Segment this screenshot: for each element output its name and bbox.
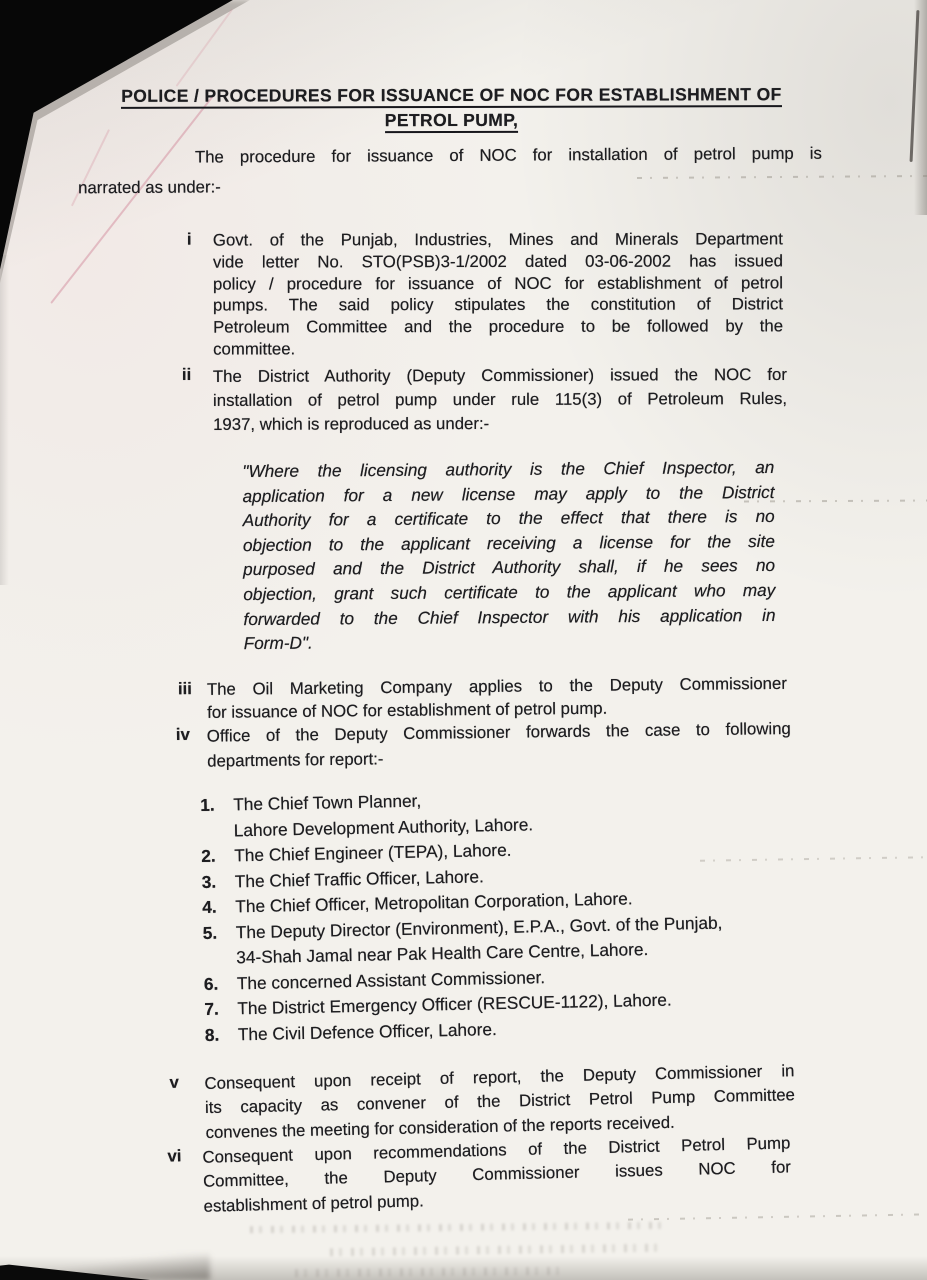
text-line: departments for report:- xyxy=(207,748,384,771)
text-line: Govt. of the Punjab, Industries, Mines and Minerals Department xyxy=(212,229,783,250)
text-line: pumps. The said policy stipulates the constitution of District xyxy=(213,294,784,315)
text-line: Authority for a certificate to the effect that there is no xyxy=(242,506,775,531)
roman-item-vi xyxy=(167,1131,792,1219)
item-marker: i xyxy=(186,229,192,249)
roman-item-ii xyxy=(182,363,787,437)
text-line: purposed and the District Authority shall, if he sees no xyxy=(243,555,776,580)
text-line: The Deputy Director (Environment), E.P.A., Govt. of the Punjab, xyxy=(235,912,723,942)
text-line: establishment of petrol pump. xyxy=(203,1190,424,1216)
text-line: objection to the applicant receiving a license for the site xyxy=(242,530,775,555)
text-line: objection, grant such certificate to the applicant who may xyxy=(243,579,776,605)
text-line: The Civil Defence Officer, Lahore. xyxy=(237,1018,498,1044)
text-line: The District Emergency Officer (RESCUE-1122), Lahore. xyxy=(237,989,672,1019)
title-line-1: POLICE / PROCEDURES FOR ISSUANCE OF NOC FOR ESTABLISHMENT OF xyxy=(121,84,782,109)
rule-115-quotation xyxy=(242,455,776,656)
text-line: Consequent upon recommendations of the District Petrol Pump xyxy=(202,1133,791,1167)
item-body xyxy=(213,228,783,360)
dept-number: 2. xyxy=(201,845,216,866)
scan-noise-dashes xyxy=(628,1213,925,1220)
text-line: Petroleum Committee and the procedure to be followed by the xyxy=(213,316,784,337)
text-line: application for a new license may apply to the District xyxy=(242,481,775,506)
text-line: Lahore Development Authority, Lahore. xyxy=(233,813,534,840)
item-marker: vi xyxy=(167,1146,182,1166)
departments-list xyxy=(200,780,865,1048)
item-body xyxy=(204,1059,795,1145)
text-line: Committee, the Deputy Commissioner issues NOC for xyxy=(202,1157,792,1192)
intro-paragraph xyxy=(78,139,822,204)
text-line: The Chief Traffic Officer, Lahore. xyxy=(234,865,485,891)
item-marker: iv xyxy=(175,724,190,745)
text-line: The concerned Assistant Commissioner. xyxy=(236,966,546,993)
bleed-through-text xyxy=(330,1244,660,1257)
text-line: committee. xyxy=(213,339,296,359)
text-line: "Where the licensing authority is the Chief Inspector, an xyxy=(242,456,775,482)
item-marker: iii xyxy=(177,679,192,699)
dept-number: 8. xyxy=(204,1024,220,1045)
item-body xyxy=(207,717,792,774)
item-marker: ii xyxy=(181,365,192,385)
item-body xyxy=(207,673,787,724)
text-line: The Chief Town Planner, xyxy=(233,790,422,815)
text-line: Office of the Deputy Commissioner forwards the case to following xyxy=(206,718,791,746)
item-body xyxy=(202,1131,792,1218)
dept-number: 7. xyxy=(204,998,219,1019)
text-line: Consequent upon receipt of report, the Deputy Commissioner in xyxy=(204,1061,795,1094)
document-title xyxy=(90,82,813,134)
dept-number: 5. xyxy=(202,922,218,943)
roman-item-iv xyxy=(176,717,792,774)
text-line: The procedure for issuance of NOC for installation of petrol pump is xyxy=(194,143,822,167)
text-line: forwarded to the Chief Inspector with his application in xyxy=(243,604,776,629)
text-line: vide letter No. STO(PSB)3-1/2002 dated 03-06-2002 has issued xyxy=(212,251,783,272)
roman-item-i xyxy=(187,228,783,360)
text-line: The Chief Officer, Metropolitan Corporation, Lahore. xyxy=(235,888,633,917)
roman-item-iii xyxy=(178,673,787,724)
item-marker: v xyxy=(169,1072,180,1092)
text-line: The District Authority (Deputy Commissioner) issued the NOC for xyxy=(212,364,787,386)
dept-number: 6. xyxy=(203,973,219,994)
dept-number: 3. xyxy=(201,871,217,892)
dept-number: 4. xyxy=(202,896,217,917)
text-line: its capacity as convener of the District Petrol Pump Committee xyxy=(204,1085,796,1118)
title-line-2: PETROL PUMP, xyxy=(385,110,519,133)
text-line: installation of petrol pump under rule 115(3) of Petroleum Rules, xyxy=(212,388,788,410)
text-line: The Chief Engineer (TEPA), Lahore. xyxy=(234,839,512,866)
text-line: The Oil Marketing Company applies to the Deputy Commissioner xyxy=(206,673,787,699)
text-line: narrated as under:- xyxy=(78,177,221,198)
text-line: Form-D". xyxy=(243,632,313,654)
dept-number: 1. xyxy=(200,794,215,815)
item-body xyxy=(213,363,787,437)
text-line: 34-Shah Jamal near Pak Health Care Centre, Lahore. xyxy=(236,939,649,968)
bleed-through-text xyxy=(250,1222,670,1233)
text-line: 1937, which is reproduced as under:- xyxy=(213,413,490,434)
text-line: policy / procedure for issuance of NOC for establishment of petrol xyxy=(212,272,783,294)
text-line: convenes the meeting for consideration of the reports received. xyxy=(205,1112,675,1142)
paper-edge-shadow-left xyxy=(0,255,9,585)
text-line: for issuance of NOC for establishment of petrol pump. xyxy=(207,698,608,722)
